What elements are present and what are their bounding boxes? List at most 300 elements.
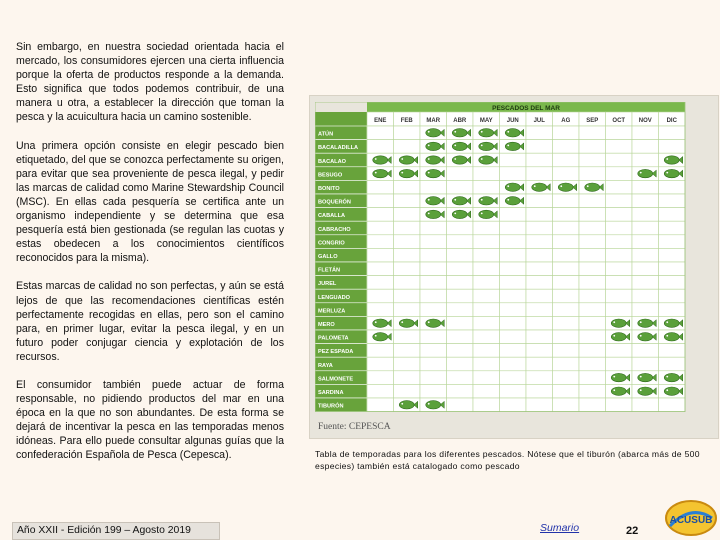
month-header: FEB bbox=[400, 118, 413, 124]
season-cell bbox=[447, 289, 474, 303]
season-cell bbox=[367, 384, 394, 398]
fish-icon bbox=[399, 319, 414, 327]
month-header: ABR bbox=[453, 118, 467, 124]
season-cell bbox=[394, 248, 421, 262]
season-cell bbox=[367, 194, 394, 208]
fish-eye-icon bbox=[428, 131, 430, 133]
fish-eye-icon bbox=[375, 321, 377, 323]
season-cell bbox=[473, 384, 500, 398]
season-cell bbox=[553, 398, 580, 412]
fish-icon bbox=[664, 156, 679, 164]
fish-icon bbox=[479, 156, 494, 164]
season-cell bbox=[473, 221, 500, 235]
season-cell bbox=[632, 357, 659, 371]
season-cell bbox=[553, 167, 580, 181]
season-cell bbox=[367, 398, 394, 412]
season-cell bbox=[394, 330, 421, 344]
season-cell bbox=[659, 221, 686, 235]
fish-icon bbox=[505, 183, 520, 191]
season-cell bbox=[526, 330, 553, 344]
fish-icon bbox=[479, 142, 494, 150]
fish-eye-icon bbox=[428, 145, 430, 147]
season-cell bbox=[606, 248, 633, 262]
season-cell bbox=[447, 221, 474, 235]
season-cell bbox=[553, 140, 580, 154]
season-cell bbox=[500, 344, 527, 358]
month-header: NOV bbox=[638, 118, 652, 124]
season-cell bbox=[606, 398, 633, 412]
season-cell bbox=[579, 194, 606, 208]
season-cell bbox=[659, 140, 686, 154]
fish-row-label: CABRACHO bbox=[318, 226, 351, 233]
fish-icon bbox=[558, 183, 573, 191]
season-cell bbox=[659, 248, 686, 262]
season-cell bbox=[500, 330, 527, 344]
season-cell bbox=[473, 248, 500, 262]
fish-eye-icon bbox=[481, 158, 483, 160]
season-cell bbox=[447, 303, 474, 317]
season-cell bbox=[367, 371, 394, 385]
fish-icon bbox=[452, 210, 467, 218]
season-cell bbox=[473, 344, 500, 358]
season-cell bbox=[606, 235, 633, 249]
table-corner bbox=[315, 112, 367, 126]
season-cell bbox=[500, 316, 527, 330]
fish-icon bbox=[611, 373, 626, 381]
fish-row-label: BESUGO bbox=[318, 172, 343, 179]
season-cell bbox=[367, 262, 394, 276]
fish-eye-icon bbox=[640, 335, 642, 337]
fish-eye-icon bbox=[666, 158, 668, 160]
fish-icon bbox=[664, 333, 679, 341]
fish-row-label: BOQUERÓN bbox=[318, 199, 351, 206]
fish-row-label: SARDINA bbox=[318, 390, 344, 396]
fish-icon bbox=[373, 333, 388, 341]
season-cell bbox=[394, 371, 421, 385]
season-cell bbox=[632, 262, 659, 276]
season-cell bbox=[579, 289, 606, 303]
season-cell bbox=[579, 153, 606, 167]
season-cell bbox=[553, 262, 580, 276]
season-cell bbox=[447, 276, 474, 290]
season-cell bbox=[659, 208, 686, 222]
fish-icon bbox=[426, 142, 441, 150]
season-cell bbox=[553, 276, 580, 290]
month-header: JUL bbox=[533, 118, 545, 124]
season-cell bbox=[500, 357, 527, 371]
season-cell bbox=[500, 153, 527, 167]
season-cell bbox=[473, 357, 500, 371]
season-cell bbox=[447, 248, 474, 262]
fish-eye-icon bbox=[481, 199, 483, 201]
season-cell bbox=[367, 344, 394, 358]
season-cell bbox=[632, 344, 659, 358]
fish-icon bbox=[479, 210, 494, 218]
season-cell bbox=[367, 303, 394, 317]
fish-icon bbox=[426, 401, 441, 409]
season-cell bbox=[473, 180, 500, 194]
fish-icon bbox=[664, 169, 679, 177]
season-cell bbox=[394, 289, 421, 303]
fish-eye-icon bbox=[428, 213, 430, 215]
season-cell bbox=[394, 344, 421, 358]
article-text bbox=[16, 40, 284, 477]
season-cell bbox=[447, 316, 474, 330]
fish-row-label: SALMONETE bbox=[318, 376, 354, 383]
fish-eye-icon bbox=[401, 403, 403, 405]
fish-eye-icon bbox=[428, 158, 430, 160]
month-header: ENE bbox=[374, 118, 387, 124]
season-cell bbox=[367, 235, 394, 249]
fish-eye-icon bbox=[401, 321, 403, 323]
season-cell bbox=[632, 221, 659, 235]
fish-eye-icon bbox=[640, 321, 642, 323]
season-cell bbox=[367, 357, 394, 371]
season-cell bbox=[526, 316, 553, 330]
season-cell bbox=[579, 330, 606, 344]
season-cell bbox=[606, 303, 633, 317]
season-cell bbox=[553, 126, 580, 140]
fish-eye-icon bbox=[666, 321, 668, 323]
month-header: MAR bbox=[426, 118, 441, 124]
season-cell bbox=[500, 208, 527, 222]
season-cell bbox=[394, 221, 421, 235]
season-cell bbox=[367, 221, 394, 235]
season-cell bbox=[447, 371, 474, 385]
fish-row-label: BACALAO bbox=[318, 158, 346, 165]
season-cell bbox=[420, 303, 447, 317]
season-cell bbox=[553, 371, 580, 385]
season-cell bbox=[659, 303, 686, 317]
season-cell bbox=[473, 371, 500, 385]
figure-source: Fuente: CEPESCA bbox=[318, 422, 391, 432]
summary-link[interactable]: Sumario bbox=[540, 522, 580, 534]
season-cell bbox=[367, 126, 394, 140]
season-cell bbox=[632, 248, 659, 262]
fish-eye-icon bbox=[613, 335, 615, 337]
season-cell bbox=[579, 262, 606, 276]
season-cell bbox=[473, 303, 500, 317]
season-cell bbox=[659, 194, 686, 208]
fish-icon bbox=[426, 197, 441, 205]
season-cell bbox=[473, 289, 500, 303]
fish-icon bbox=[426, 156, 441, 164]
season-cell bbox=[473, 316, 500, 330]
season-cell bbox=[526, 371, 553, 385]
season-cell bbox=[447, 180, 474, 194]
paragraph: Sin embargo, en nuestra sociedad orientada hacia el mercado, los consumidores ejercen una cierta influencia porque la oferta de productos responde a la demanda. Esto significa que todos podemos contribuir, de una manera u otra, a establecer la dirección que toman la pesca y la acuicultura hacia un camino sostenible. bbox=[16, 41, 284, 124]
fish-eye-icon bbox=[428, 403, 430, 405]
fish-row-label: PALOMETA bbox=[318, 335, 349, 342]
fish-icon bbox=[452, 129, 467, 137]
fish-eye-icon bbox=[454, 131, 456, 133]
fish-icon bbox=[638, 319, 653, 327]
season-cell bbox=[367, 289, 394, 303]
fish-icon bbox=[426, 210, 441, 218]
season-cell bbox=[579, 357, 606, 371]
season-cell bbox=[394, 262, 421, 276]
season-cell bbox=[394, 276, 421, 290]
season-cell bbox=[394, 235, 421, 249]
fish-season-figure bbox=[310, 96, 718, 438]
fish-eye-icon bbox=[640, 172, 642, 174]
season-cell bbox=[579, 140, 606, 154]
fish-icon bbox=[664, 319, 679, 327]
fish-eye-icon bbox=[613, 376, 615, 378]
fish-eye-icon bbox=[640, 389, 642, 391]
fish-eye-icon bbox=[560, 185, 562, 187]
season-cell bbox=[526, 262, 553, 276]
season-cell bbox=[526, 208, 553, 222]
fish-eye-icon bbox=[375, 335, 377, 337]
fish-icon bbox=[638, 373, 653, 381]
fish-eye-icon bbox=[454, 199, 456, 201]
season-cell bbox=[500, 235, 527, 249]
season-cell bbox=[659, 344, 686, 358]
season-cell bbox=[526, 344, 553, 358]
season-cell bbox=[659, 262, 686, 276]
season-cell bbox=[632, 194, 659, 208]
fish-eye-icon bbox=[481, 131, 483, 133]
fish-eye-icon bbox=[640, 376, 642, 378]
season-cell bbox=[553, 330, 580, 344]
season-cell bbox=[420, 344, 447, 358]
season-cell bbox=[632, 289, 659, 303]
fish-icon bbox=[638, 333, 653, 341]
paragraph: Estas marcas de calidad no son perfectas, y aún se está lejos de que las recomendaciones científicas estén perfectamente recogidas en ellas, pero son el camino para, en primer lugar, evitar la pesca ilegal, y en un futuro poder conjugar ciencia y explotación de los recursos. bbox=[16, 280, 284, 363]
season-cell bbox=[500, 276, 527, 290]
fish-eye-icon bbox=[454, 158, 456, 160]
season-cell bbox=[526, 384, 553, 398]
fish-row-label: BACALADILLA bbox=[318, 145, 359, 152]
season-cell bbox=[420, 262, 447, 276]
season-cell bbox=[500, 384, 527, 398]
fish-row-label: RAYA bbox=[318, 362, 333, 369]
season-cell bbox=[606, 344, 633, 358]
fish-eye-icon bbox=[428, 199, 430, 201]
season-cell bbox=[526, 235, 553, 249]
season-cell bbox=[500, 371, 527, 385]
fish-row-label: FLETÁN bbox=[318, 267, 341, 274]
season-cell bbox=[447, 167, 474, 181]
season-cell bbox=[526, 140, 553, 154]
fish-icon bbox=[426, 129, 441, 137]
season-cell bbox=[420, 221, 447, 235]
fish-row-label: MERLUZA bbox=[318, 308, 346, 315]
season-cell bbox=[447, 344, 474, 358]
season-cell bbox=[420, 384, 447, 398]
season-cell bbox=[526, 303, 553, 317]
season-cell bbox=[632, 235, 659, 249]
season-cell bbox=[579, 167, 606, 181]
fish-row-label: GALLO bbox=[318, 254, 338, 260]
season-cell bbox=[659, 235, 686, 249]
season-cell bbox=[632, 303, 659, 317]
month-header: AG bbox=[561, 118, 571, 124]
season-cell bbox=[606, 140, 633, 154]
fish-eye-icon bbox=[613, 389, 615, 391]
season-cell bbox=[553, 344, 580, 358]
season-cell bbox=[632, 398, 659, 412]
fish-icon bbox=[664, 373, 679, 381]
season-cell bbox=[606, 167, 633, 181]
season-cell bbox=[553, 303, 580, 317]
fish-icon bbox=[585, 183, 600, 191]
season-cell bbox=[526, 357, 553, 371]
fish-icon bbox=[452, 142, 467, 150]
season-cell bbox=[367, 140, 394, 154]
fish-eye-icon bbox=[454, 145, 456, 147]
paragraph: El consumidor también puede actuar de forma responsable, no pidiendo productos del mar en una época en la que no son abundantes. De esta forma se dejará de incentivar la pesca en las temporadas menos idóneas. Para ello puede consultar algunas guías que la confederación Española de Pesca (Cepesca). bbox=[16, 378, 284, 462]
season-cell bbox=[500, 289, 527, 303]
figure-caption: Tabla de temporadas para los diferentes pescados. Nótese que el tiburón (abarca más de 500 especies) también está catalogado como pescado bbox=[315, 449, 700, 471]
season-cell bbox=[526, 398, 553, 412]
month-header: JUN bbox=[506, 118, 519, 124]
season-cell bbox=[526, 194, 553, 208]
season-cell bbox=[606, 126, 633, 140]
fish-eye-icon bbox=[507, 185, 509, 187]
season-cell bbox=[606, 262, 633, 276]
fish-eye-icon bbox=[481, 213, 483, 215]
fish-eye-icon bbox=[507, 199, 509, 201]
season-cell bbox=[473, 167, 500, 181]
season-cell bbox=[526, 248, 553, 262]
fish-eye-icon bbox=[481, 145, 483, 147]
season-cell bbox=[473, 330, 500, 344]
fish-icon bbox=[638, 387, 653, 395]
season-cell bbox=[659, 276, 686, 290]
month-header: DIC bbox=[666, 118, 677, 124]
season-cell bbox=[553, 153, 580, 167]
season-cell bbox=[367, 180, 394, 194]
fish-icon bbox=[452, 156, 467, 164]
fish-icon bbox=[611, 319, 626, 327]
fish-icon bbox=[479, 197, 494, 205]
season-cell bbox=[473, 398, 500, 412]
season-cell bbox=[500, 248, 527, 262]
season-cell bbox=[579, 248, 606, 262]
fish-icon bbox=[399, 156, 414, 164]
fish-eye-icon bbox=[401, 172, 403, 174]
season-cell bbox=[526, 221, 553, 235]
season-cell bbox=[420, 180, 447, 194]
fish-eye-icon bbox=[666, 389, 668, 391]
fish-row-label: LENGUADO bbox=[318, 294, 351, 301]
season-cell bbox=[553, 357, 580, 371]
fish-icon bbox=[638, 169, 653, 177]
fish-eye-icon bbox=[666, 376, 668, 378]
fish-icon bbox=[373, 319, 388, 327]
fish-eye-icon bbox=[375, 158, 377, 160]
fish-season-table bbox=[315, 102, 693, 420]
paragraph: Una primera opción consiste en elegir pescado bien etiquetado, del que se conozca perfectamente su origen, para evitar que sea proveniente de pesca ilegal, y pedir las marcas de calidad como Marine Stewardship Council (MSC). En ellas cada pesquería se certifica ante un organismo independiente y se determina que esa pesquería está bien gestionada (se regulan las cuotas y estas obedecen a los conocimientos científicos reconocidos para la misma). bbox=[16, 139, 284, 265]
fish-eye-icon bbox=[534, 185, 536, 187]
fish-eye-icon bbox=[666, 335, 668, 337]
season-cell bbox=[394, 303, 421, 317]
season-cell bbox=[553, 208, 580, 222]
season-cell bbox=[447, 398, 474, 412]
fish-icon bbox=[479, 129, 494, 137]
season-cell bbox=[526, 167, 553, 181]
season-cell bbox=[606, 153, 633, 167]
season-cell bbox=[367, 248, 394, 262]
season-cell bbox=[579, 221, 606, 235]
month-header: MAY bbox=[479, 118, 493, 124]
fish-eye-icon bbox=[375, 172, 377, 174]
season-cell bbox=[500, 398, 527, 412]
season-cell bbox=[526, 289, 553, 303]
fish-icon bbox=[452, 197, 467, 205]
fish-row-label: PEZ ESPADA bbox=[318, 349, 354, 356]
fish-eye-icon bbox=[613, 321, 615, 323]
season-cell bbox=[394, 180, 421, 194]
season-cell bbox=[500, 167, 527, 181]
fish-eye-icon bbox=[428, 321, 430, 323]
season-cell bbox=[579, 316, 606, 330]
season-cell bbox=[659, 357, 686, 371]
fish-eye-icon bbox=[401, 158, 403, 160]
fish-row-label: ATÚN bbox=[318, 131, 334, 138]
fish-icon bbox=[505, 197, 520, 205]
season-cell bbox=[579, 126, 606, 140]
fish-eye-icon bbox=[454, 213, 456, 215]
season-cell bbox=[420, 371, 447, 385]
season-cell bbox=[553, 194, 580, 208]
season-cell bbox=[659, 126, 686, 140]
season-cell bbox=[473, 235, 500, 249]
season-cell bbox=[447, 384, 474, 398]
season-cell bbox=[420, 248, 447, 262]
fish-icon bbox=[373, 169, 388, 177]
season-cell bbox=[367, 276, 394, 290]
season-cell bbox=[367, 208, 394, 222]
fish-eye-icon bbox=[507, 145, 509, 147]
fish-row-label: CONGRIO bbox=[318, 240, 345, 247]
fish-row-label: TIBURÓN bbox=[318, 403, 344, 410]
season-cell bbox=[632, 126, 659, 140]
season-cell bbox=[447, 235, 474, 249]
issue-label: Año XXII - Edición 199 – Agosto 2019 bbox=[12, 522, 220, 540]
season-cell bbox=[420, 235, 447, 249]
season-cell bbox=[553, 384, 580, 398]
fish-row-label: BONITO bbox=[318, 186, 340, 192]
season-cell bbox=[500, 221, 527, 235]
season-cell bbox=[394, 208, 421, 222]
fish-eye-icon bbox=[587, 185, 589, 187]
fish-row-label: JUREL bbox=[318, 281, 337, 288]
fish-icon bbox=[664, 387, 679, 395]
season-cell bbox=[553, 289, 580, 303]
month-header: SEP bbox=[586, 118, 599, 124]
season-cell bbox=[579, 303, 606, 317]
season-cell bbox=[420, 289, 447, 303]
season-cell bbox=[632, 140, 659, 154]
fish-icon bbox=[426, 319, 441, 327]
fish-row-label: MERO bbox=[318, 322, 335, 328]
fish-eye-icon bbox=[428, 172, 430, 174]
season-cell bbox=[579, 371, 606, 385]
fish-icon bbox=[611, 387, 626, 395]
season-cell bbox=[659, 289, 686, 303]
season-cell bbox=[606, 194, 633, 208]
season-cell bbox=[579, 208, 606, 222]
season-cell bbox=[394, 126, 421, 140]
season-cell bbox=[632, 180, 659, 194]
season-cell bbox=[606, 221, 633, 235]
season-cell bbox=[632, 208, 659, 222]
season-cell bbox=[420, 357, 447, 371]
acusub-logo bbox=[664, 496, 718, 538]
